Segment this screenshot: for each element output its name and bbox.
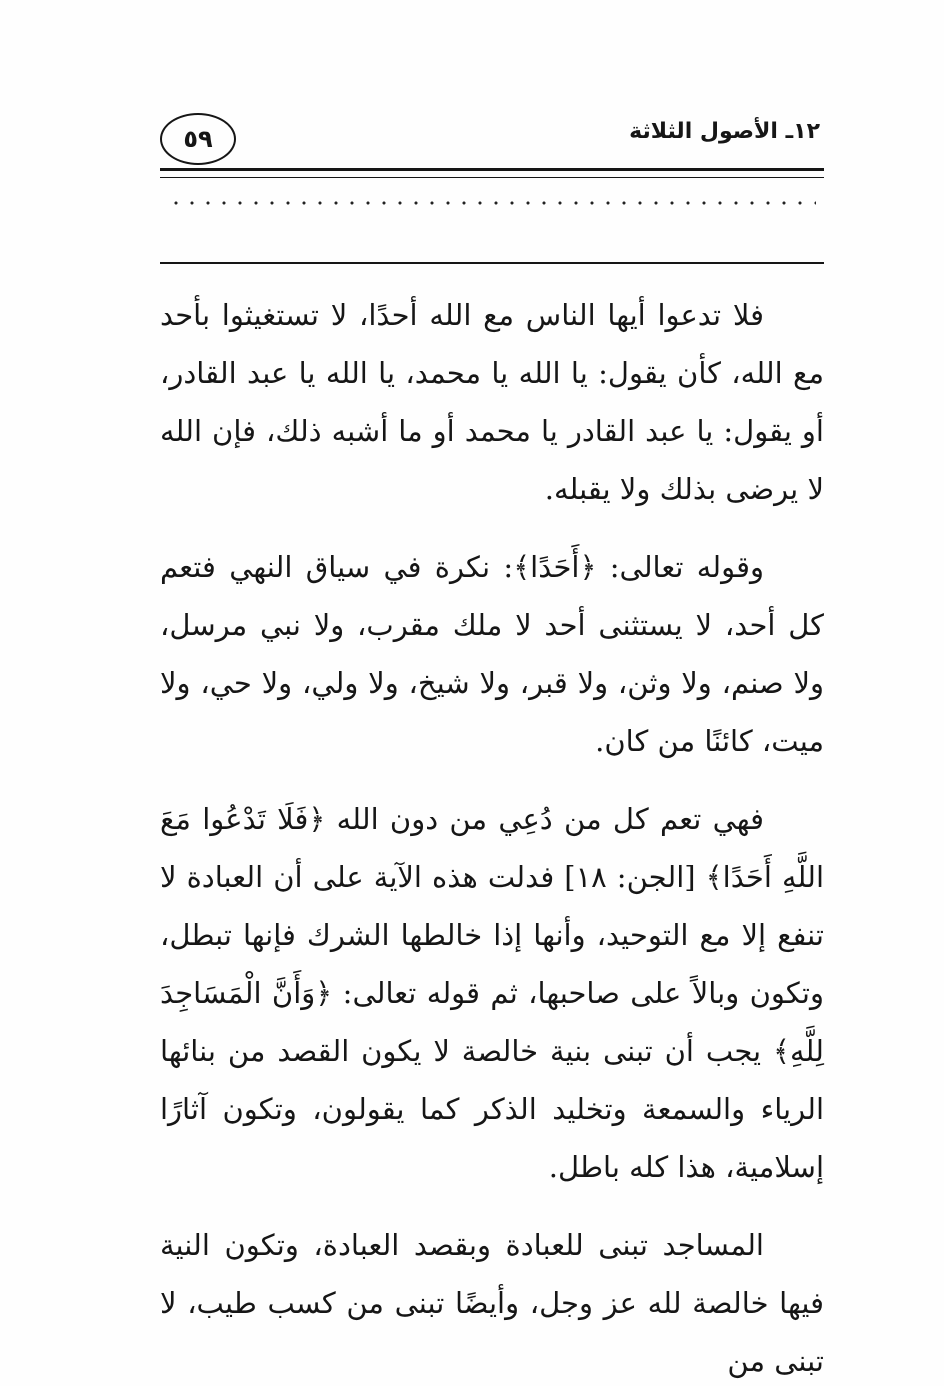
quran-verse: ﴿وَأَنَّ الْمَسَاجِدَ لِلَّهِ﴾	[160, 976, 824, 1068]
body-text	[160, 286, 824, 1386]
paragraph-2	[160, 538, 824, 770]
paragraph-3-after: يجب أن تبنى بنية خالصة لا يكون القصد من بنائها الرياء والسمعة وتخليد الذكر كما يقولون، وتكون آثارًا إسلامية، هذا كله باطل.	[160, 1034, 824, 1184]
paragraph-1	[160, 286, 824, 518]
paragraph-2-after: : نكرة في سياق النهي فتعم كل أحد، لا يستثنى أحد لا ملك مقرب، ولا نبي مرسل، ولا صنم، ولا وثن، ولا قبر، ولا شيخ، ولا ولي، ولا حي، ولا ميت، كائنًا من كان.	[160, 550, 824, 758]
paragraph-2-before: وقوله تعالى:	[596, 550, 764, 584]
running-title: ١٢ـ الأصول الثلاثة	[629, 119, 820, 144]
header-rule-thin	[160, 177, 824, 178]
section-rule	[160, 262, 824, 264]
paragraph-4-text: المساجد تبنى للعبادة وبقصد العبادة، وتكون النية فيها خالصة لله عز وجل، وأيضًا تبنى من كسب طيب، لا تبنى من	[160, 1228, 824, 1378]
paragraph-3	[160, 790, 824, 1196]
paragraph-4	[160, 1216, 824, 1386]
quran-verse: ﴿فَلَا تَدْعُوا مَعَ اللَّهِ أَحَدًا﴾	[160, 802, 824, 894]
paragraph-1-text: فلا تدعوا أيها الناس مع الله أحدًا، لا تستغيثوا بأحد مع الله، كأن يقول: يا الله يا محمد، يا الله يا عبد القادر، أو يقول: يا عبد القادر يا محمد أو ما أشبه ذلك، فإن الله لا يرضى بذلك ولا يقبله.	[160, 298, 824, 506]
quran-verse: ﴿أَحَدًا﴾	[513, 550, 597, 584]
dotted-separator	[168, 200, 816, 206]
paragraph-3-middle: [الجن: ١٨] فدلت هذه الآية على أن العبادة لا تنفع إلا مع التوحيد، وأنها إذا خالطها الشرك فإنها تبطل، وتكون وبالاً على صاحبها، ثم قوله تعالى:	[160, 860, 824, 1010]
page-number-badge	[160, 113, 236, 165]
page-number: ٥٩	[183, 125, 213, 153]
header-rule-thick	[160, 168, 824, 171]
paragraph-3-before: فهي تعم كل من دُعِي من دون الله	[325, 802, 764, 836]
